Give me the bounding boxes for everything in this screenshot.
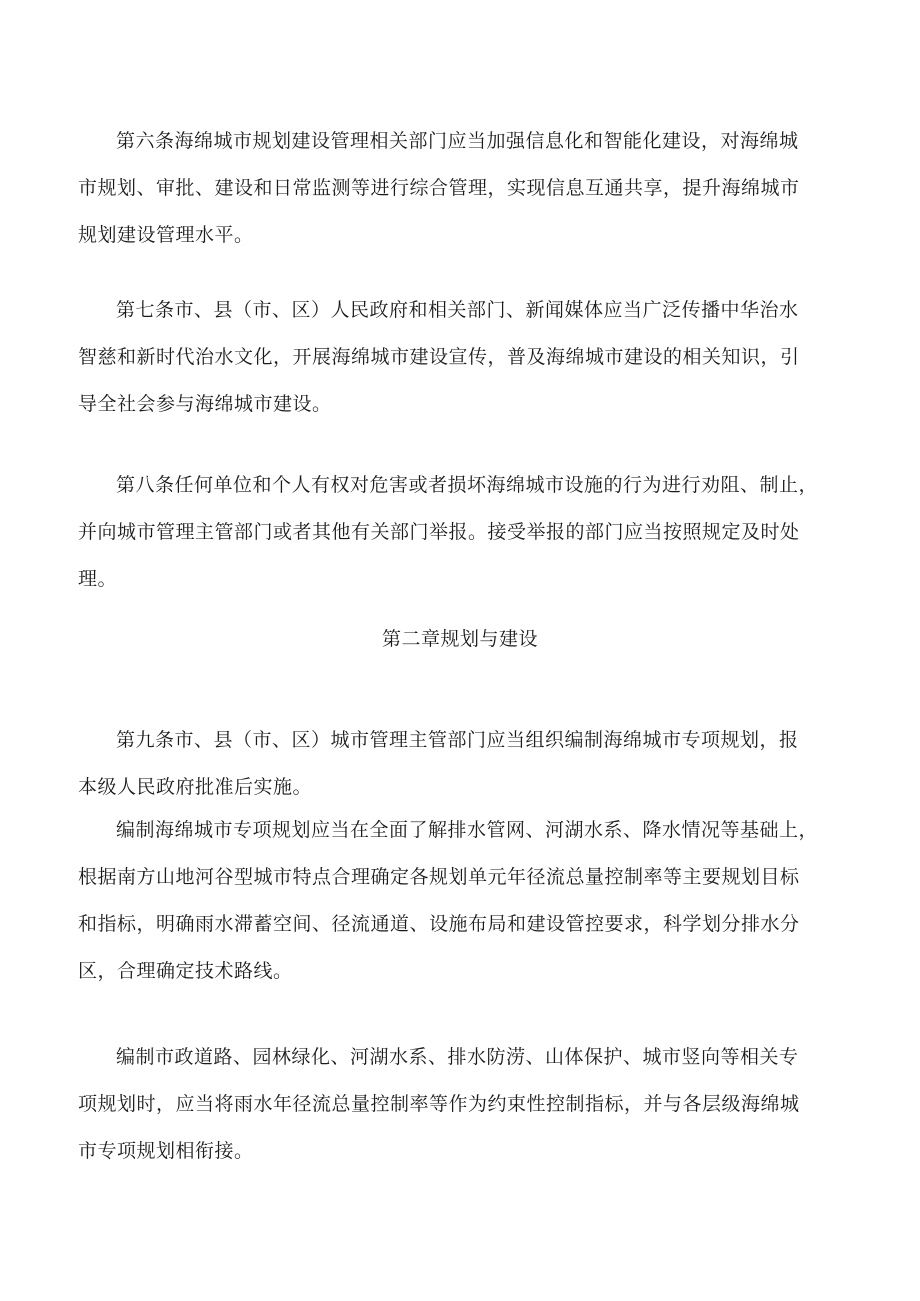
article-6-paragraph [78, 118, 838, 259]
paragraph-line: 第六条海绵城市规划建设管理相关部门应当加强信息化和智能化建设，对海绵城 [116, 130, 799, 152]
paragraph-line: 编制市政道路、园林绿化、河湖水系、排水防涝、山体保护、城市竖向等相关专 [116, 1046, 799, 1068]
paragraph-line: 区，合理确定技术路线。 [78, 960, 293, 982]
paragraph-line: 项规划时，应当将雨水年径流总量控制率等作为约束性控制指标，并与各层级海绵城 [78, 1093, 800, 1115]
paragraph-line: 规划建设管理水平。 [78, 224, 254, 246]
paragraph-line: 导全社会参与海绵城市建设。 [78, 393, 332, 415]
article-7-paragraph [78, 287, 838, 428]
paragraph-line: 市专项规划相衔接。 [78, 1140, 254, 1162]
paragraph-line: 和指标，明确雨水滞蓄空间、径流通道、设施布局和建设管控要求，科学划分排水分 [78, 913, 800, 935]
paragraph-line: 根据南方山地河谷型城市特点合理确定各规划单元年径流总量控制率等主要规划目标 [78, 866, 800, 888]
paragraph-line: 智慈和新时代治水文化，开展海绵城市建设宣传，普及海绵城市建设的相关知识，引 [78, 346, 800, 368]
article-9-paragraph-3 [78, 1034, 838, 1175]
article-9-paragraph [78, 717, 838, 811]
chapter-2-title: 第二章规划与建设 [381, 628, 538, 650]
paragraph-line: 并向城市管理主管部门或者其他有关部门举报。接受举报的部门应当按照规定及时处 [78, 521, 800, 543]
paragraph-line: 第七条市、县（市、区）人民政府和相关部门、新闻媒体应当广泛传播中华治水 [116, 299, 799, 321]
paragraph-line: 市规划、审批、建设和日常监测等进行综合管理，实现信息互通共享，提升海绵城市 [78, 177, 800, 199]
paragraph-line: 第九条市、县（市、区）城市管理主管部门应当组织编制海绵城市专项规划，报 [116, 729, 799, 751]
paragraph-line: 本级人民政府批准后实施。 [78, 776, 313, 798]
paragraph-line: 编制海绵城市专项规划应当在全面了解排水管网、河湖水系、降水情况等基础上， [116, 819, 819, 841]
paragraph-line: 理。 [78, 568, 118, 590]
paragraph-line: 第八条任何单位和个人有权对危害或者损坏海绵城市设施的行为进行劝阻、制止， [116, 474, 819, 496]
article-9-paragraph-2 [78, 807, 838, 995]
article-8-paragraph [78, 462, 838, 603]
